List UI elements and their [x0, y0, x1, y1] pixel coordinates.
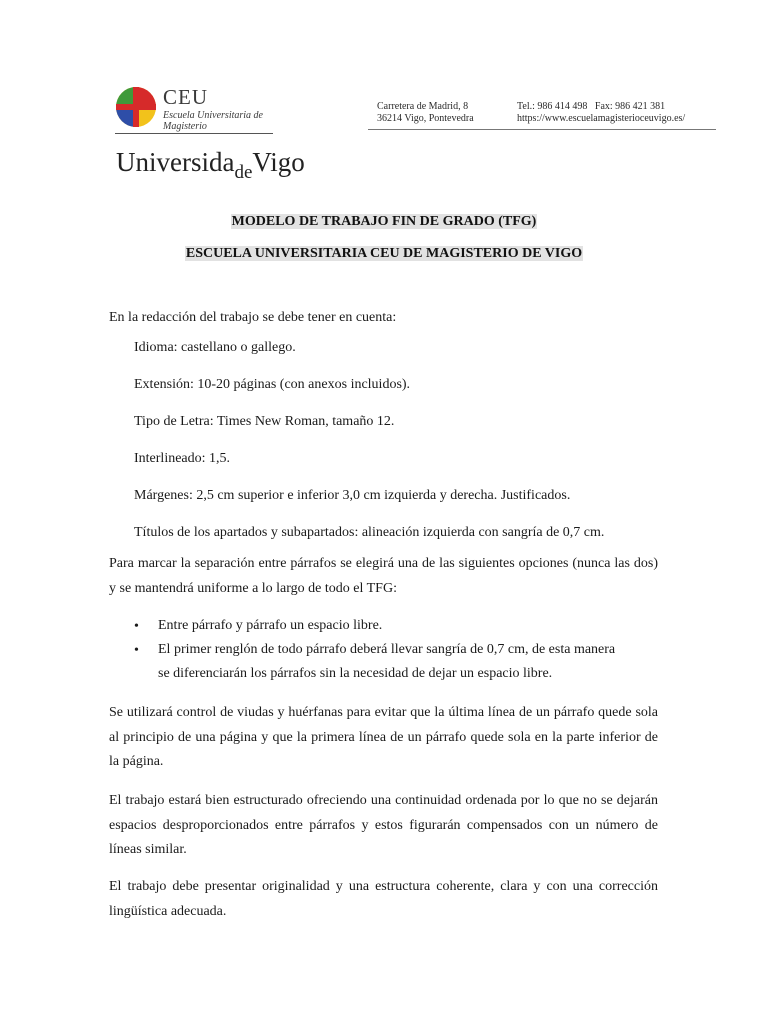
uvigo-part-1: Universida — [116, 147, 235, 177]
document-title-text: MODELO DE TRABAJO FIN DE GRADO (TFG) — [231, 214, 537, 229]
website-line: https://www.escuelamagisterioceuvigo.es/ — [517, 113, 686, 124]
bullet-marker: • — [134, 643, 139, 658]
header-divider — [368, 129, 716, 130]
bullet-item-1: Entre párrafo y párrafo un espacio libre. — [158, 618, 383, 633]
phone-fax-line: Tel.: 986 414 498 Fax: 986 421 381 — [517, 101, 666, 112]
originality-paragraph: El trabajo debe presentar originalidad y una estructura coherente, clara y con una corrección lingüística adecuada. — [109, 879, 658, 919]
ceu-subtitle: Escuela Universitaria de Magisterio — [163, 110, 263, 132]
ceu-divider — [115, 133, 273, 134]
item-margins: Márgenes: 2,5 cm superior e inferior 3,0 cm izquierda y derecha. Justificados. — [134, 488, 571, 503]
separation-paragraph: Para marcar la separación entre párrafos se elegirá una de las siguientes opciones (nunca las dos) y se mantendrá uniforme a lo largo de todo el TFG: — [109, 556, 658, 596]
widows-paragraph: Se utilizará control de viudas y huérfanas para evitar que la última línea de un párrafo quede sola al principio de una página y que la primera línea de un párrafo quede sola en la parte inferior de la página. — [109, 705, 658, 769]
structure-paragraph: El trabajo estará bien estructurado ofreciendo una continuidad ordenada por lo que no se dejarán espacios desproporcionados entre párrafos y estos figurarán compensados con un número de líneas similar. — [109, 793, 658, 857]
item-headings: Títulos de los apartados y subapartados: alineación izquierda con sangría de 0,7 cm. — [134, 525, 605, 540]
uvigo-part-2: de — [234, 162, 253, 183]
bullet-marker: • — [134, 619, 139, 634]
uvigo-part-3: Vigo — [252, 147, 305, 177]
ceu-logo — [115, 84, 280, 136]
item-spacing: Interlineado: 1,5. — [134, 451, 231, 466]
address-line-2: 36214 Vigo, Pontevedra — [377, 113, 474, 124]
intro-paragraph: En la redacción del trabajo se debe tener en cuenta: — [109, 310, 397, 325]
document-title — [0, 214, 768, 230]
uvigo-logo — [116, 146, 305, 182]
address-line-1: Carretera de Madrid, 8 — [377, 101, 469, 112]
bullet-item-2: El primer renglón de todo párrafo deberá llevar sangría de 0,7 cm, de esta manera se diferenciarán los párrafos sin la necesidad de dejar un espacio libre. — [158, 642, 616, 681]
document-subtitle-text: ESCUELA UNIVERSITARIA CEU DE MAGISTERIO DE VIGO — [185, 246, 583, 261]
item-language: Idioma: castellano o gallego. — [134, 340, 296, 355]
ceu-name: CEU — [163, 85, 208, 109]
document-subtitle — [0, 246, 768, 262]
contact-block — [517, 101, 685, 125]
ceu-emblem-icon — [115, 86, 157, 128]
address-block — [377, 101, 474, 125]
item-font: Tipo de Letra: Times New Roman, tamaño 12. — [134, 414, 395, 429]
item-length: Extensión: 10-20 páginas (con anexos incluidos). — [134, 377, 411, 392]
